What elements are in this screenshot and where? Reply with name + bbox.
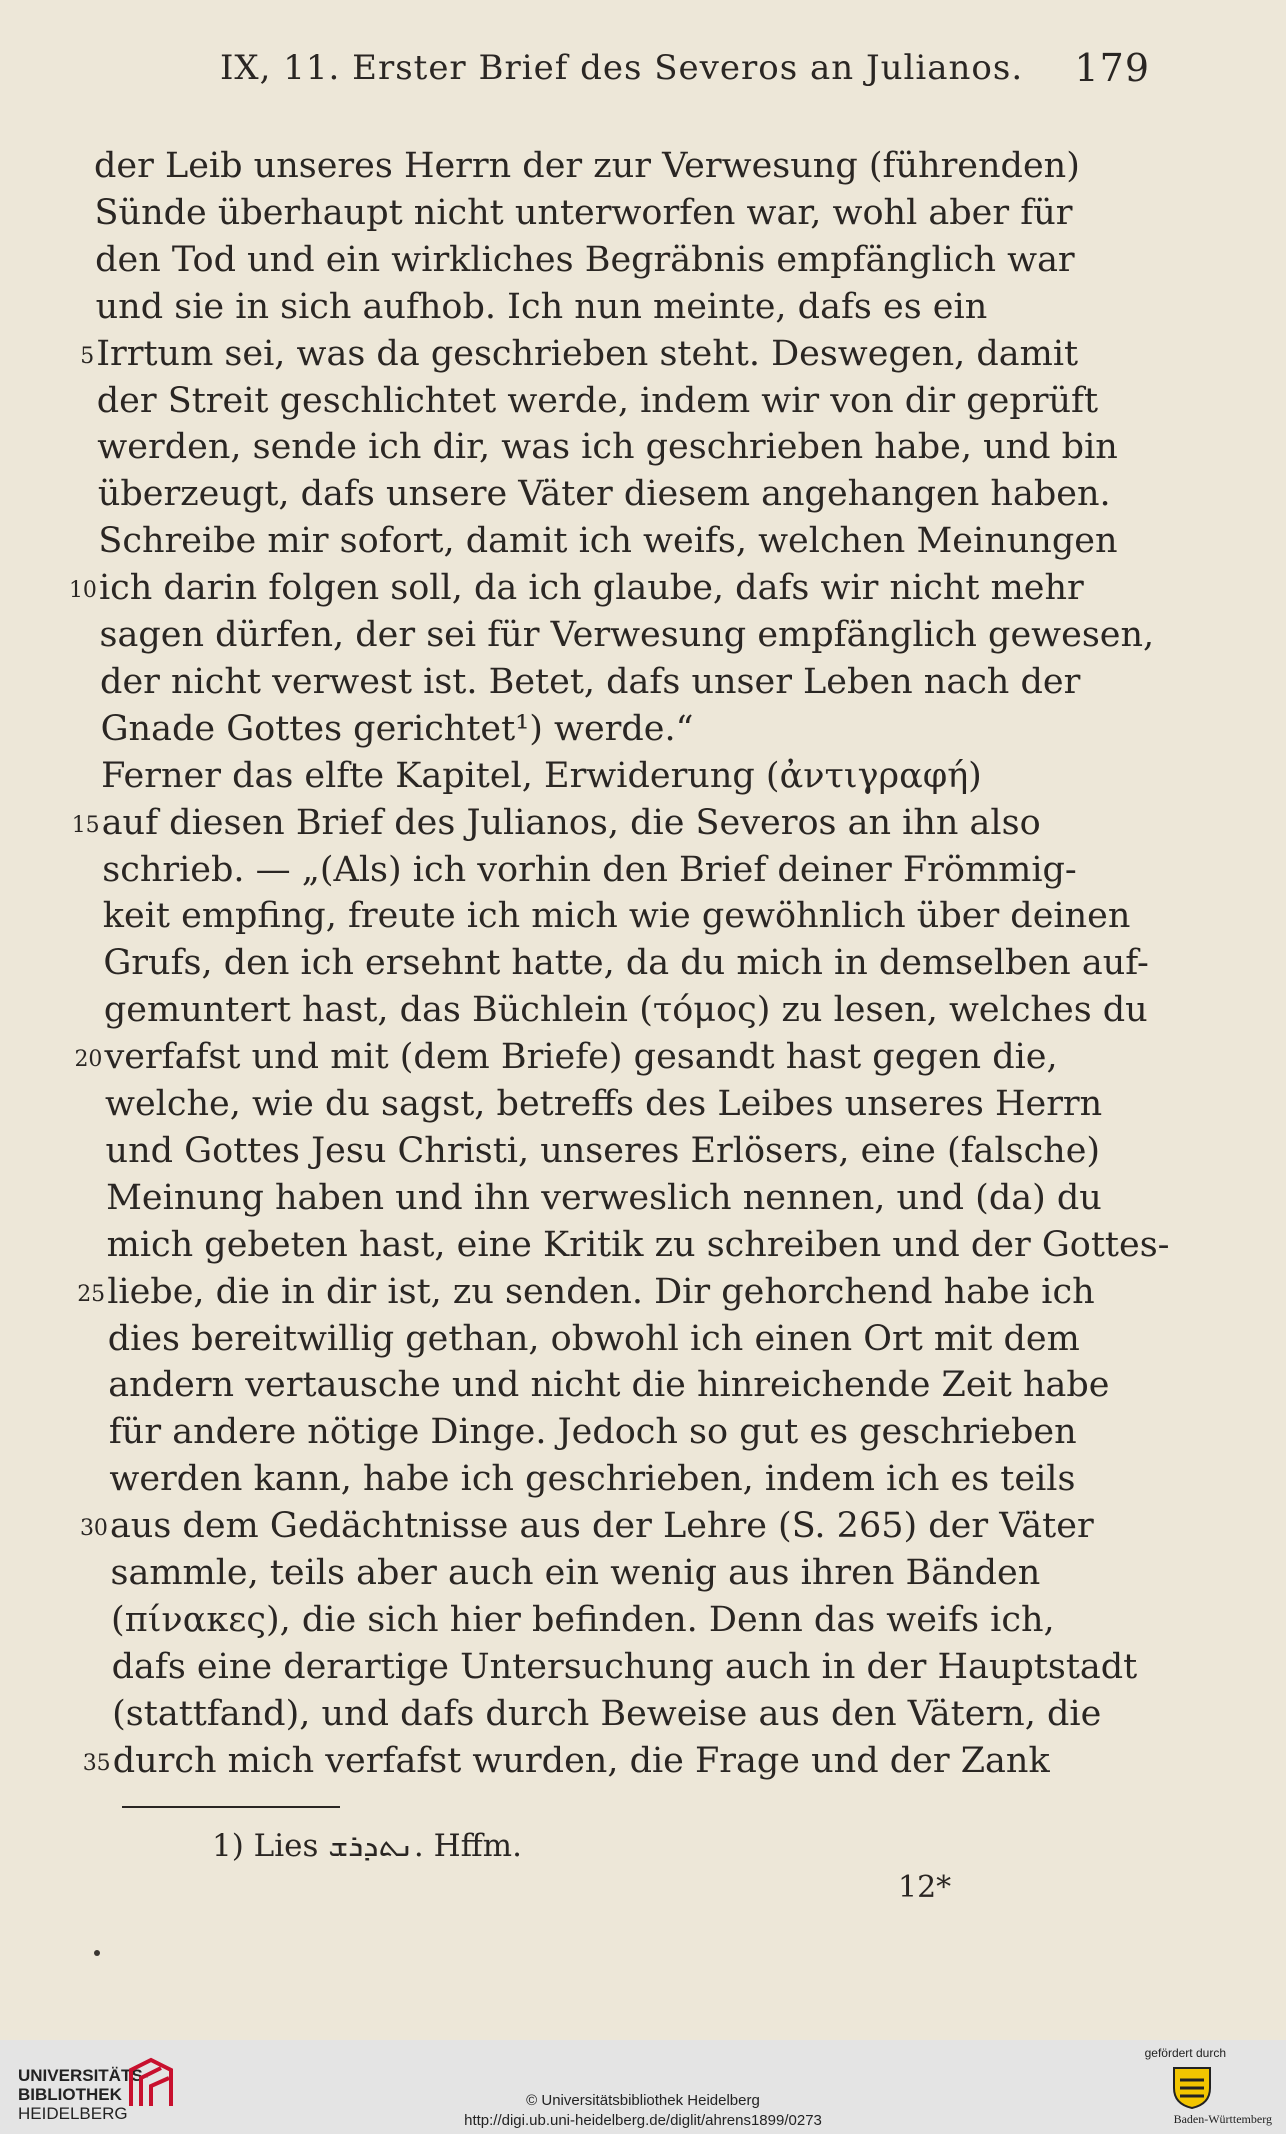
signature-mark: 12* [898, 1870, 952, 1905]
text-line [74, 1037, 1184, 1083]
line-text: sagen dürfen, der sei für Verwesung empfänglich gewesen, [99, 615, 1155, 655]
line-text: der Leib unseres Herrn der zur Verwesung (führenden) [94, 146, 1080, 186]
page-number: 179 [1074, 46, 1150, 90]
text-line [82, 1740, 1193, 1787]
text-line [95, 240, 1175, 286]
text-line [79, 1506, 1190, 1552]
text-line [103, 896, 1183, 942]
text-line [100, 615, 1180, 661]
line-text: (πίνακες), die sich hier befinden. Denn das weifs ich, [111, 1599, 1055, 1640]
text-line [101, 756, 1181, 802]
line-text: der Streit geschlichtet werde, indem wir von dir geprüft [96, 380, 1099, 421]
ink-dot [94, 1950, 100, 1956]
library-line-2: BIBLIOTHEK [18, 2085, 122, 2104]
line-text: dafs eine derartige Untersuchung auch in der Hauptstadt [111, 1646, 1138, 1687]
library-line-3: HEIDELBERG [18, 2104, 128, 2123]
text-line [94, 146, 1174, 192]
line-number: 25 [77, 1281, 106, 1307]
line-text: welche, wie du sagst, betreffs des Leibes unseres Herrn [105, 1084, 1103, 1124]
funded-by-text: gefördert durch [1144, 2046, 1226, 2060]
text-line [106, 1178, 1186, 1224]
running-header [220, 48, 1150, 94]
line-text: dies bereitwillig gethan, obwohl ich einen Ort mit dem [107, 1318, 1080, 1359]
line-text: verfafst und mit (dem Briefe) gesandt hast gegen die, [104, 1037, 1058, 1078]
line-text: auf diesen Brief des Julianos, die Severos an ihn also [101, 802, 1041, 843]
footnote: 1) Lies ܢܬܕܪܫ. Hffm. [212, 1828, 522, 1864]
text-line [98, 521, 1178, 567]
line-number: 20 [74, 1047, 103, 1073]
line-number: 15 [71, 812, 100, 838]
text-line [80, 333, 1176, 380]
line-text: durch mich verfafst wurden, die Frage und der Zank [112, 1740, 1050, 1781]
permalink[interactable]: http://digi.ub.uni-heidelberg.de/diglit/ahrens1899/0273 [464, 2112, 822, 2129]
text-line [101, 709, 1181, 755]
line-text: den Tod und ein wirkliches Begräbnis empfänglich war [95, 239, 1075, 280]
line-text: Sünde überhaupt nicht unterworfen war, wohl aber für [94, 192, 1073, 233]
text-line [108, 1365, 1188, 1411]
line-text: gemuntert hast, das Büchlein (τόμος) zu lesen, welches du [103, 990, 1148, 1031]
line-text: (stattfand), und dafs durch Beweise aus den Vätern, die [112, 1693, 1102, 1734]
footer-bar [0, 2040, 1286, 2134]
line-text: der nicht verwest ist. Betet, dafs unser Leben nach der [100, 661, 1081, 702]
text-line [96, 287, 1176, 333]
line-text: aus dem Gedächtnisse aus der Lehre (S. 265) der Väter [109, 1506, 1094, 1547]
text-line [111, 1600, 1191, 1646]
line-text: und sie in sich aufhob. Ich nun meinte, dafs es ein [95, 286, 988, 327]
line-text: mich gebeten hast, eine Kritik zu schreiben und der Gottes- [106, 1224, 1170, 1265]
copyright-text: © Universitätsbibliothek Heidelberg [526, 2092, 760, 2109]
text-line [97, 427, 1177, 473]
library-line-1: UNIVERSITÄTS- [18, 2066, 149, 2085]
line-text: Schreibe mir sofort, damit ich weifs, welchen Meinungen [98, 521, 1118, 562]
text-line [103, 943, 1183, 989]
line-number: 30 [79, 1516, 108, 1542]
line-text: Gnade Gottes gerichtet¹) werde.“ [100, 708, 694, 749]
text-line [105, 1084, 1185, 1130]
text-line [108, 1319, 1188, 1365]
text-line [77, 1271, 1187, 1318]
footnote-rule [122, 1806, 340, 1808]
line-text: Grufs, den ich ersehnt hatte, da du mich in demselben auf- [103, 943, 1149, 984]
text-line [104, 990, 1184, 1036]
line-text: andern vertausche und nicht die hinreichende Zeit habe [108, 1365, 1110, 1406]
line-number: 5 [80, 343, 95, 369]
text-line [109, 1412, 1189, 1458]
text-line [106, 1131, 1186, 1177]
text-line [112, 1694, 1192, 1740]
line-text: Meinung haben und ihn verweslich nennen, und (da) du [106, 1177, 1102, 1218]
line-text: sammle, teils aber auch ein wenig aus ihren Bänden [110, 1553, 1041, 1593]
text-line [100, 662, 1180, 708]
line-text: Irrtum sei, was da geschrieben steht. Deswegen, damit [96, 333, 1079, 374]
text-line [95, 193, 1175, 239]
text-line [109, 1459, 1189, 1505]
line-text: überzeugt, dafs unsere Väter diesem angehangen haben. [97, 474, 1111, 515]
line-text: liebe, die in dir ist, zu senden. Dir gehorchend habe ich [107, 1271, 1095, 1312]
line-text: und Gottes Jesu Christi, unseres Erlösers, eine (falsche) [105, 1130, 1101, 1171]
text-line [111, 1553, 1191, 1599]
line-text: werden kann, habe ich geschrieben, indem ich es teils [109, 1459, 1076, 1500]
line-text: werden, sende ich dir, was ich geschrieben habe, und bin [97, 427, 1118, 468]
text-line [102, 850, 1182, 896]
text-line [71, 802, 1182, 849]
text-line [68, 568, 1179, 614]
line-text: ich darin folgen soll, da ich glaube, dafs wir nicht mehr [98, 568, 1084, 609]
state-name: Baden-Württemberg [1173, 2112, 1272, 2126]
text-line [112, 1647, 1192, 1693]
text-line [107, 1225, 1187, 1271]
header-title: IX, 11. Erster Brief des Severos an Julianos. [220, 48, 1024, 88]
line-text: Ferner das elfte Kapitel, Erwiderung (ἀντιγραφή) [101, 755, 982, 796]
line-number: 35 [82, 1750, 111, 1776]
line-text: für andere nötige Dinge. Jedoch so gut es geschrieben [108, 1412, 1077, 1453]
state-coat-of-arms-icon [1170, 2064, 1214, 2110]
line-text: schrieb. — „(Als) ich vorhin den Brief deiner Frömmig- [102, 849, 1077, 890]
line-text: keit empfing, freute ich mich wie gewöhnlich über deinen [102, 896, 1131, 937]
text-line [98, 474, 1178, 520]
line-number: 10 [68, 578, 97, 604]
text-line [97, 381, 1177, 427]
